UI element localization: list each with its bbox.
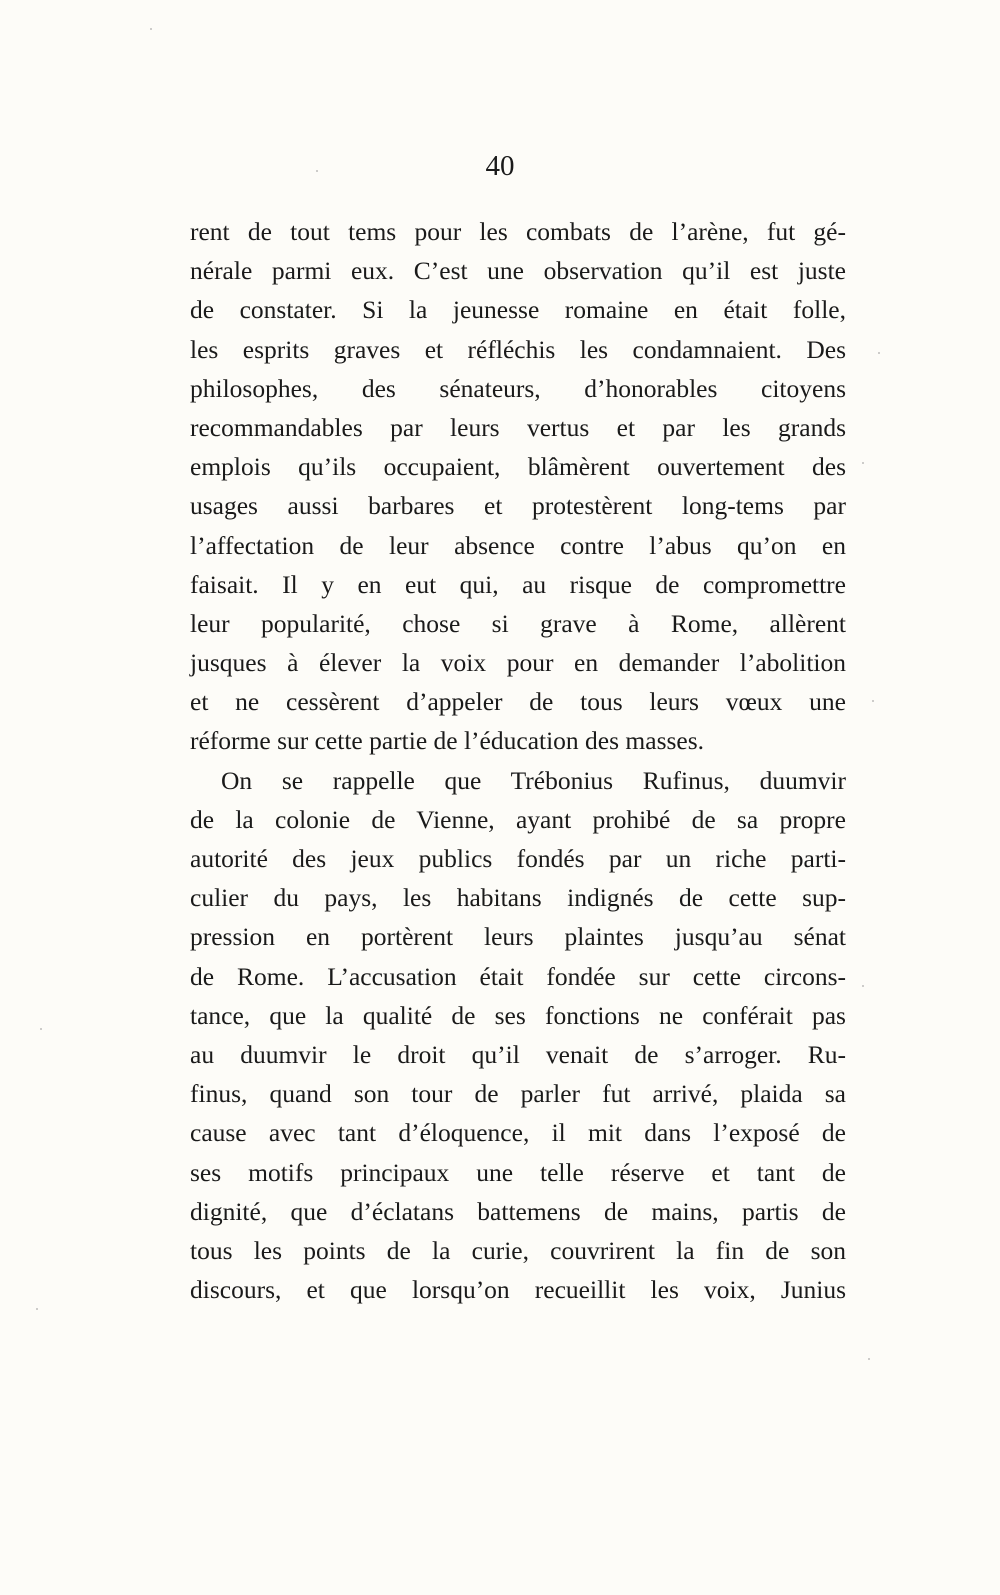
- text-line: usages aussi barbares et protestèrent long-tems par: [190, 491, 846, 521]
- text-line: cause avec tant d’éloquence, il mit dans l’exposé de: [190, 1118, 846, 1148]
- text-line: tous les points de la curie, couvrirent la fin de son: [190, 1235, 846, 1265]
- text-line: dignité, que d’éclatans battemens de mains, partis de: [190, 1196, 846, 1226]
- text-line: On se rappelle que Trébonius Rufinus, duumvir: [221, 765, 846, 795]
- text-line: autorité des jeux publics fondés par un riche parti-: [190, 844, 846, 873]
- page-number: 40: [485, 150, 515, 182]
- text-line: nérale parmi eux. C’est une observation qu’il est juste: [190, 256, 846, 286]
- text-line: au duumvir le droit qu’il venait de s’arroger. Ru-: [190, 1039, 846, 1069]
- paper-speck: [862, 462, 864, 464]
- paper-speck: [862, 985, 864, 987]
- paper-speck: [36, 1308, 38, 1310]
- text-line: les esprits graves et réfléchis les condamnaient. Des: [190, 334, 846, 364]
- text-line: emplois qu’ils occupaient, blâmèrent ouvertement des: [190, 452, 846, 482]
- text-line: culier du pays, les habitans indignés de cette sup-: [190, 883, 846, 913]
- text-line: discours, et que lorsqu’on recueillit les voix, Junius: [190, 1275, 846, 1305]
- body-text: [190, 212, 846, 1309]
- text-line: l’affectation de leur absence contre l’abus qu’on en: [190, 530, 846, 560]
- text-line: finus, quand son tour de parler fut arrivé, plaida sa: [190, 1079, 846, 1109]
- text-line: de Rome. L’accusation était fondée sur cette circons-: [190, 961, 846, 991]
- text-line: de la colonie de Vienne, ayant prohibé de sa propre: [190, 804, 846, 834]
- text-line: philosophes, des sénateurs, d’honorables citoyens: [190, 373, 846, 403]
- text-line: leur popularité, chose si grave à Rome, allèrent: [190, 608, 846, 638]
- text-line: recommandables par leurs vertus et par les grands: [190, 412, 846, 442]
- text-line: ses motifs principaux une telle réserve et tant de: [190, 1157, 846, 1187]
- paper-speck: [878, 352, 880, 354]
- text-line: de constater. Si la jeunesse romaine en était folle,: [190, 295, 846, 325]
- text-line: et ne cessèrent d’appeler de tous leurs vœux une: [190, 687, 846, 717]
- text-line: rent de tout tems pour les combats de l’arène, fut gé-: [190, 217, 846, 246]
- text-line: pression en portèrent leurs plaintes jusqu’au sénat: [190, 922, 846, 952]
- paragraph: [190, 761, 846, 1310]
- text-line: réforme sur cette partie de l’éducation des masses.: [190, 726, 705, 756]
- paragraph: [190, 212, 846, 761]
- paper-speck: [872, 700, 874, 702]
- text-line: jusques à élever la voix pour en demander l’abolition: [190, 648, 846, 678]
- text-line: faisait. Il y en eut qui, au risque de compromettre: [190, 569, 846, 599]
- paper-speck: [316, 170, 318, 172]
- text-line: tance, que la qualité de ses fonctions ne conférait pas: [190, 1000, 846, 1030]
- paper-speck: [150, 28, 152, 30]
- paper-speck: [40, 1028, 42, 1030]
- paper-speck: [868, 1358, 870, 1360]
